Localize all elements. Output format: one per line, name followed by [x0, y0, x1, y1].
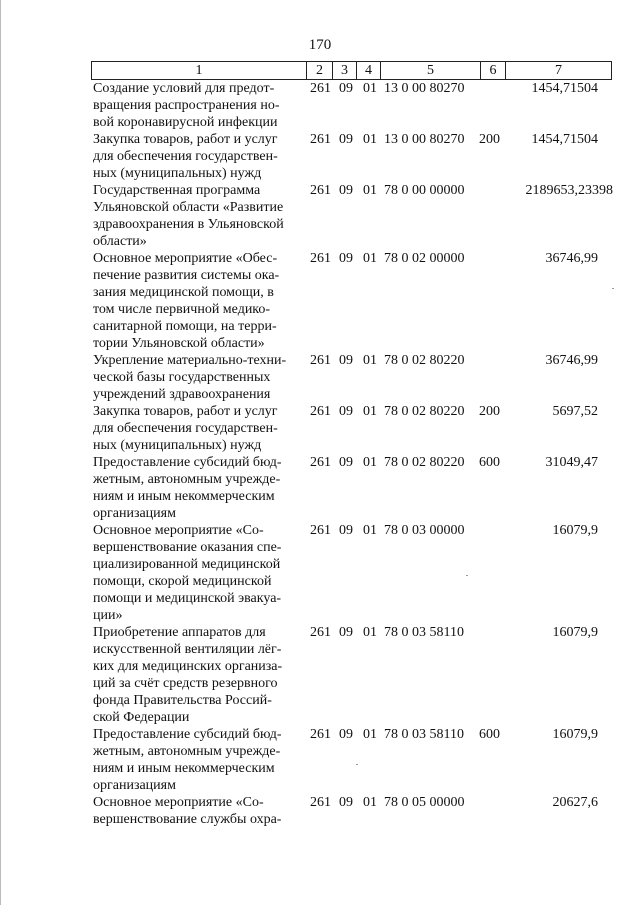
cell-col-6: 600	[479, 727, 500, 742]
cell-col-3: 09	[339, 727, 353, 742]
cell-col-5: 78 0 05 00000	[384, 795, 465, 810]
cell-col-5: 78 0 02 80220	[384, 404, 465, 419]
cell-col-2: 261	[310, 251, 331, 266]
row-name-line: жетным, автономным учрежде-	[93, 744, 281, 759]
header-col-6: 6	[480, 61, 506, 80]
cell-col-4: 01	[363, 183, 377, 198]
cell-col-4: 01	[363, 727, 377, 742]
row-name-line: жетным, автономным учрежде-	[93, 472, 281, 487]
left-scan-edge	[0, 0, 1, 905]
cell-col-6: 600	[479, 455, 500, 470]
cell-col-5: 78 0 02 00000	[384, 251, 465, 266]
cell-col-3: 09	[339, 625, 353, 640]
row-name-line: Основное мероприятие «Со-	[93, 523, 264, 538]
row-name-line: Основное мероприятие «Обес-	[93, 251, 278, 266]
row-name-line: ции»	[93, 608, 123, 623]
row-name-line: для обеспечения государствен-	[93, 149, 278, 164]
row-name-line: Закупка товаров, работ и услуг	[93, 132, 278, 147]
row-name	[93, 726, 301, 794]
cell-col-5: 13 0 00 80270	[384, 81, 465, 96]
cell-col-4: 01	[363, 795, 377, 810]
cell-col-5: 78 0 00 00000	[384, 183, 465, 198]
row-name-line: Основное мероприятие «Со-	[93, 795, 264, 810]
row-name	[93, 131, 301, 182]
row-name-line: ческой базы государственных	[93, 370, 271, 385]
cell-col-7: 2189653,23398	[525, 183, 613, 198]
cell-col-5: 78 0 02 80220	[384, 353, 465, 368]
scan-speck	[612, 288, 614, 289]
row-name-line: ниям и иным некоммерческим	[93, 489, 275, 504]
row-name-line: Ульяновской области «Развитие	[93, 200, 284, 215]
cell-col-5: 78 0 03 58110	[384, 727, 464, 742]
row-name-line: тории Ульяновской области»	[93, 336, 265, 351]
cell-col-3: 09	[339, 523, 353, 538]
cell-col-4: 01	[363, 251, 377, 266]
row-name-line: здравоохранения в Ульяновской	[93, 217, 284, 232]
cell-col-7: 20627,6	[552, 795, 598, 810]
cell-col-4: 01	[363, 625, 377, 640]
scan-speck	[356, 764, 358, 765]
cell-col-7: 36746,99	[545, 251, 598, 266]
cell-col-2: 261	[310, 183, 331, 198]
row-name-line: искусственной вентиляции лёг-	[93, 642, 282, 657]
cell-col-7: 1454,71504	[531, 132, 598, 147]
page-number: 170	[308, 37, 332, 53]
row-name-line: Государственная программа	[93, 183, 261, 198]
header-col-4: 4	[356, 61, 381, 80]
row-name-line: вращения распространения но-	[93, 98, 280, 113]
cell-col-4: 01	[363, 132, 377, 147]
header-col-2: 2	[306, 61, 333, 80]
cell-col-2: 261	[310, 523, 331, 538]
cell-col-7: 36746,99	[545, 353, 598, 368]
cell-col-6: 200	[479, 404, 500, 419]
row-name-line: области»	[93, 234, 147, 249]
cell-col-7: 1454,71504	[531, 81, 598, 96]
row-name	[93, 522, 301, 624]
row-name	[93, 250, 301, 352]
cell-col-5: 13 0 00 80270	[384, 132, 465, 147]
row-name	[93, 352, 301, 403]
cell-col-5: 78 0 02 80220	[384, 455, 465, 470]
cell-col-7: 16079,9	[552, 727, 598, 742]
row-name	[93, 794, 301, 828]
row-name-line: вершенствование оказания спе-	[93, 540, 282, 555]
cell-col-5: 78 0 03 00000	[384, 523, 465, 538]
cell-col-3: 09	[339, 132, 353, 147]
cell-col-2: 261	[310, 795, 331, 810]
cell-col-2: 261	[310, 625, 331, 640]
row-name-line: учреждений здравоохранения	[93, 387, 271, 402]
row-name-line: Создание условий для предот-	[93, 81, 275, 96]
row-name	[93, 80, 301, 131]
cell-col-7: 5697,52	[552, 404, 598, 419]
cell-col-3: 09	[339, 404, 353, 419]
cell-col-4: 01	[363, 404, 377, 419]
cell-col-3: 09	[339, 81, 353, 96]
cell-col-2: 261	[310, 81, 331, 96]
row-name-line: том числе первичной медико-	[93, 302, 271, 317]
cell-col-4: 01	[363, 81, 377, 96]
row-name-line: Предоставление субсидий бюд-	[93, 455, 282, 470]
row-name-line: помощи и медицинской эвакуа-	[93, 591, 282, 606]
row-name-line: Закупка товаров, работ и услуг	[93, 404, 278, 419]
header-col-5: 5	[380, 61, 481, 80]
cell-col-3: 09	[339, 353, 353, 368]
header-col-3: 3	[332, 61, 357, 80]
row-name	[93, 454, 301, 522]
row-name-line: зания медицинской помощи, в	[93, 285, 274, 300]
row-name-line: ниям и иным некоммерческим	[93, 761, 275, 776]
cell-col-4: 01	[363, 523, 377, 538]
row-name-line: организациям	[93, 778, 176, 793]
row-name-line: санитарной помощи, на терри-	[93, 319, 277, 334]
row-name-line: ных (муниципальных) нужд	[93, 166, 262, 181]
row-name-line: ской Федерации	[93, 710, 190, 725]
row-name-line: Приобретение аппаратов для	[93, 625, 266, 640]
row-name-line: ких для медицинских организа-	[93, 659, 283, 674]
row-name-line: Предоставление субсидий бюд-	[93, 727, 282, 742]
cell-col-7: 16079,9	[552, 523, 598, 538]
cell-col-2: 261	[310, 455, 331, 470]
cell-col-3: 09	[339, 455, 353, 470]
row-name-line: циализированной медицинской	[93, 557, 281, 572]
cell-col-2: 261	[310, 353, 331, 368]
cell-col-4: 01	[363, 353, 377, 368]
row-name	[93, 624, 301, 726]
cell-col-7: 31049,47	[545, 455, 598, 470]
cell-col-7: 16079,9	[552, 625, 598, 640]
cell-col-4: 01	[363, 455, 377, 470]
cell-col-3: 09	[339, 795, 353, 810]
row-name-line: для обеспечения государствен-	[93, 421, 278, 436]
row-name-line: ных (муниципальных) нужд	[93, 438, 262, 453]
row-name	[93, 182, 301, 250]
cell-col-5: 78 0 03 58110	[384, 625, 464, 640]
header-col-1: 1	[91, 61, 307, 80]
cell-col-2: 261	[310, 132, 331, 147]
row-name-line: печение развития системы ока-	[93, 268, 280, 283]
cell-col-2: 261	[310, 727, 331, 742]
row-name-line: организациям	[93, 506, 176, 521]
row-name	[93, 403, 301, 454]
row-name-line: Укрепление материально-техни-	[93, 353, 287, 368]
cell-col-3: 09	[339, 251, 353, 266]
cell-col-2: 261	[310, 404, 331, 419]
header-col-7: 7	[505, 61, 612, 80]
row-name-line: вершенствование службы охра-	[93, 812, 282, 827]
cell-col-6: 200	[479, 132, 500, 147]
scan-speck	[466, 575, 468, 576]
cell-col-3: 09	[339, 183, 353, 198]
row-name-line: фонда Правительства Россий-	[93, 693, 272, 708]
row-name-line: вой коронавирусной инфекции	[93, 115, 278, 130]
row-name-line: ций за счёт средств резервного	[93, 676, 278, 691]
row-name-line: помощи, скорой медицинской	[93, 574, 272, 589]
